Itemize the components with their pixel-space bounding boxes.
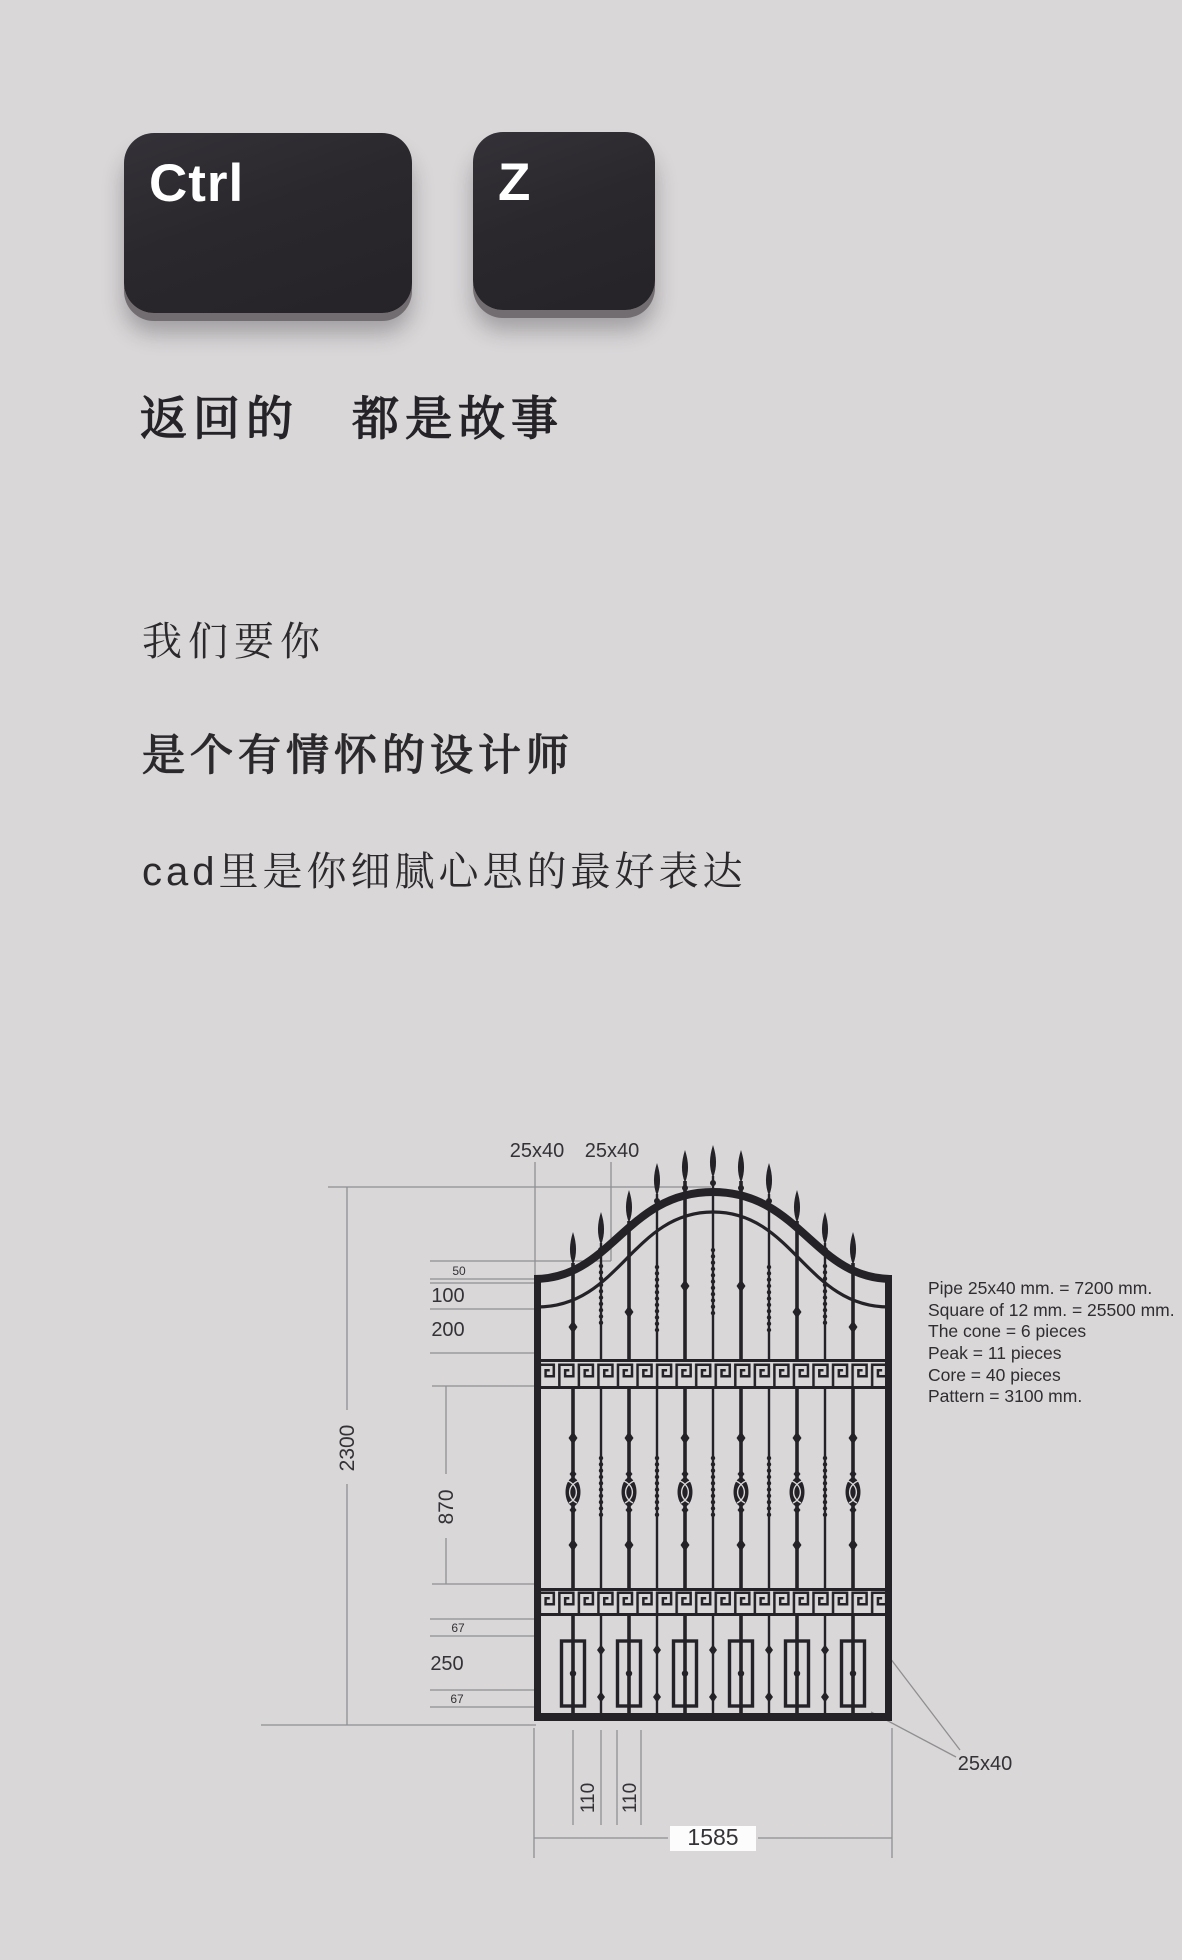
dim-1585: 1585: [687, 1824, 739, 1850]
dim-50: 50: [452, 1264, 466, 1278]
greek-key-band-bottom: [535, 1588, 891, 1616]
dim-110-a: 110: [578, 1782, 599, 1814]
slogan-line-3: cad里是你细腻心思的最好表达: [142, 850, 747, 894]
dim-100: 100: [431, 1285, 465, 1307]
ctrl-key-label: Ctrl: [149, 154, 245, 213]
pipe-label-bottom-right: 25x40: [957, 1753, 1013, 1775]
dim-110-b: 110: [620, 1782, 641, 1814]
pipe-label-top-right: 25x40: [584, 1140, 640, 1162]
slogan-line-1: 我们要你: [142, 620, 326, 664]
pipe-label-top-left: 25x40: [509, 1140, 565, 1162]
headline: 返回的 都是故事: [140, 392, 564, 445]
note-core: Core = 40 pieces: [928, 1365, 1061, 1385]
gate-pickets: [562, 1145, 865, 1717]
dim-870: 870: [435, 1489, 458, 1525]
dim-250: 250: [430, 1653, 464, 1675]
dim-200: 200: [431, 1319, 465, 1341]
materials-notes: [928, 1278, 1175, 1406]
note-pattern: Pattern = 3100 mm.: [928, 1386, 1083, 1406]
ctrl-keycap: [124, 133, 412, 313]
note-pipe: Pipe 25x40 mm. = 7200 mm.: [928, 1278, 1153, 1298]
greek-key-band-top: [535, 1359, 891, 1389]
slogan-line-2: 是个有情怀的设计师: [142, 732, 574, 780]
dim-67-bottom: 67: [450, 1692, 464, 1706]
dimension-labels: [336, 1140, 1012, 1851]
note-cone: The cone = 6 pieces: [928, 1321, 1087, 1341]
z-keycap: [473, 132, 655, 310]
dim-2300: 2300: [336, 1424, 359, 1472]
dim-67-top: 67: [451, 1621, 465, 1635]
note-peak: Peak = 11 pieces: [928, 1343, 1062, 1363]
gate-cad-drawing: [0, 1080, 1182, 1960]
z-key-label: Z: [498, 153, 532, 212]
note-square: Square of 12 mm. = 25500 mm.: [928, 1300, 1175, 1320]
